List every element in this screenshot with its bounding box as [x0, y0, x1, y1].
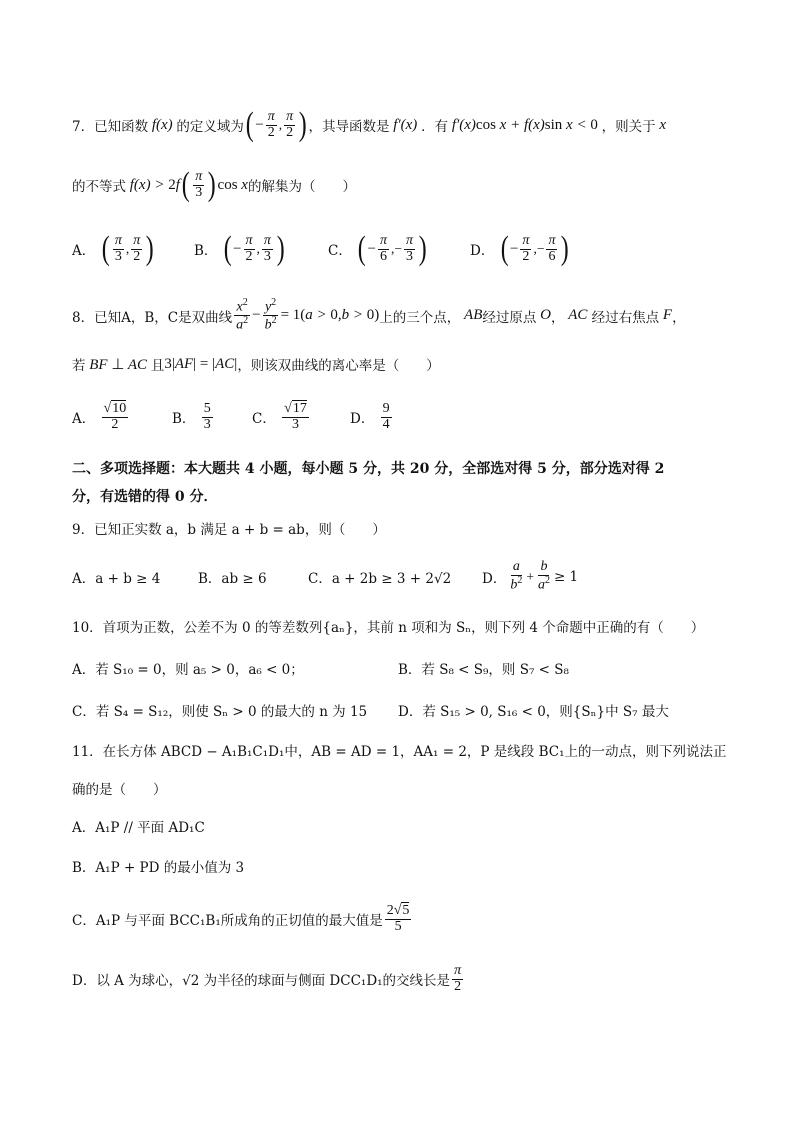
q10-row2 — [72, 700, 669, 720]
q8-option-b[interactable]: B． $\frac{5}{3}$ — [172, 401, 211, 432]
q7-option-b[interactable]: B． ( − $\frac{\pi}{2}$ , $\frac{\pi}{3}$ ) — [194, 230, 285, 267]
q11-stem: 11．在长方体 ABCD − A₁B₁C₁D₁中，AB = AD = 1，AA₁ = 2，P 是线段 BC₁上的一动点，则下列说法正 — [72, 744, 727, 760]
section2-title-cont: 分，有选错的得 0 分． — [72, 489, 218, 505]
q8-text: 上的三个点， — [379, 309, 461, 326]
q7-inequality: f(x) > 2f — [126, 176, 180, 193]
q7-text: ，其导函数是 — [308, 119, 390, 135]
q8-number: 8． — [72, 309, 95, 326]
q8-condition: BF ⊥ AC — [85, 356, 151, 373]
q9-option-c[interactable]: C．a + 2b ≥ 3 + 2√2 — [308, 570, 452, 587]
q7-text: ．有 — [421, 119, 449, 135]
q8-line1: 8． 已知A，B，C是双曲线 $\frac{x^2}{a^2}$ − $\frac{y^2}{b^2}$ = 1(a > 0,b > 0) 上的三个点， AB 经过原点 O ， AC 经过右焦点 F ， — [72, 297, 686, 333]
q8-options — [72, 402, 394, 432]
q10-option-d[interactable]: D．若 S₁₅ > 0, S₁₆ < 0，则{Sₙ}中 S₇ 最大 — [398, 704, 669, 720]
q7-text: 的定义域为 — [176, 119, 244, 135]
q9-option-d[interactable]: D． $\frac{a}{b^2}$ + $\frac{b}{a^2}$ ≥ 1 — [482, 559, 579, 593]
q7-text: 的不等式 — [72, 179, 126, 195]
q7-text: 的解集为（ ） — [247, 179, 356, 195]
q8-condition2: 3|AF| = |AC| — [164, 355, 238, 372]
q11-option-c[interactable]: C．A₁P 与平面 BCC₁B₁所成角的正切值的最大值是 $\frac{2√5}{5}$ — [72, 903, 410, 934]
q7-text: ，则关于 — [601, 119, 656, 135]
q7-line1: 7． 已知函数 f(x) 的定义域为 ( − $\frac{\pi}{2}$ , $\frac{\pi}{2}$ ) ，其导函数是 f′(x) ．有 f′(x)cos x + f(x)sin x < 0 ，则关于 x — [72, 106, 666, 143]
q9-option-b[interactable]: B．ab ≥ 6 — [198, 570, 267, 587]
q8-text: 已知A，B，C是双曲线 — [94, 309, 233, 326]
q8-option-a[interactable]: A． $\frac{√10}{2}$ — [72, 401, 127, 432]
q7-option-a[interactable]: A． ( $\frac{\pi}{3}$ , $\frac{\pi}{2}$ ) — [72, 230, 154, 267]
q9-stem: 9．已知正实数 a，b 满足 a + b = ab，则（ ） — [72, 522, 386, 538]
q8-option-d[interactable]: D． $\frac{9}{4}$ — [350, 401, 390, 432]
q10-row1 — [72, 658, 569, 678]
q7-text: 已知函数 — [94, 119, 149, 135]
q7-option-d[interactable]: D． ( − $\frac{\pi}{2}$ ,− $\frac{\pi}{6}$ ) — [470, 230, 570, 267]
q11-stem-cont: 确的是（ ） — [72, 782, 167, 798]
q7-number: 7． — [72, 119, 95, 135]
q7-line2: 的不等式 f(x) > 2f ( $\frac{\pi}{3}$ ) cos x 的解集为（ ） — [72, 166, 356, 203]
q7-options — [72, 232, 571, 266]
q7-fpx: f′(x) — [389, 116, 422, 133]
q7-x: x — [655, 116, 666, 133]
q9-options — [72, 560, 578, 593]
q8-equation: = 1(a > 0,b > 0) — [280, 307, 380, 324]
q11-option-d[interactable]: D．以 A 为球心，√2 为半径的球面与侧面 DCC₁D₁的交线长是 $\frac{\pi}{2}$ — [72, 963, 462, 994]
q7-condition: f′(x)cos x + f(x)sin x < 0 — [448, 116, 598, 133]
q7-cos: cos x — [217, 176, 248, 193]
q8-text: 且 — [150, 358, 165, 374]
q7-fx: f(x) — [148, 116, 177, 133]
q11-option-b[interactable]: B．A₁P + PD 的最小值为 3 — [72, 860, 245, 876]
q10-stem: 10．首项为正数，公差不为 0 的等差数列{aₙ}，其前 n 项和为 Sₙ，则下列 4 个命题中正确的有（ ） — [72, 620, 705, 636]
q9-option-a[interactable]: A．a + b ≥ 4 — [72, 570, 161, 587]
q7-option-c[interactable]: C． ( − $\frac{\pi}{6}$ ,− $\frac{\pi}{3}$ ) — [328, 230, 427, 267]
q8-option-c[interactable]: C． $\frac{√17}{3}$ — [252, 401, 307, 432]
section2-title: 二、多项选择题：本大题共 4 小题，每小题 5 分，共 20 分，全部选对得 5 分，部分选对得 2 — [72, 461, 665, 477]
q10-option-a[interactable]: A．若 S₁₀ = 0，则 a₅ > 0，a₆ < 0； — [72, 662, 304, 678]
q11-option-a[interactable]: A．A₁P // 平面 AD₁C — [72, 820, 205, 836]
q10-option-c[interactable]: C．若 S₄ = S₁₂，则使 Sₙ > 0 的最大的 n 为 15 — [72, 704, 368, 720]
q10-option-b[interactable]: B．若 S₈ < S₉，则 S₇ < S₈ — [398, 662, 569, 678]
q8-line2 — [72, 354, 440, 374]
q8-text: 若 — [72, 358, 86, 374]
q8-text: ，则该双曲线的离心率是（ ） — [237, 358, 440, 374]
